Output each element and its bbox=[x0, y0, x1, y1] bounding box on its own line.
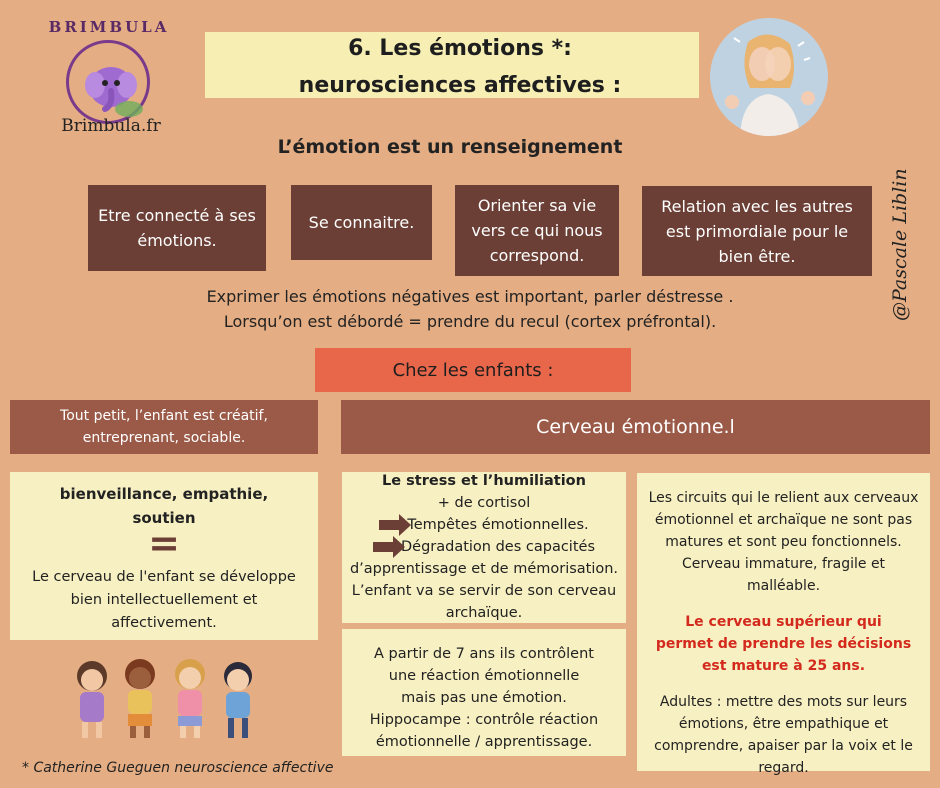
logo-wordmark: BRIMBULA bbox=[48, 18, 170, 36]
stress-box bbox=[342, 472, 626, 623]
logo-url: Brimbula.fr bbox=[61, 116, 161, 136]
stress-line-degradation: Dégradation des capacités bbox=[400, 539, 595, 555]
brain-maturity-box bbox=[637, 473, 930, 776]
page-title bbox=[250, 30, 670, 104]
arrow-right-icon bbox=[373, 542, 395, 552]
equals-sign: = bbox=[148, 521, 180, 565]
card-orient-life: Orienter sa vie vers ce qui nous correspond. bbox=[455, 185, 619, 276]
card-relationships: Relation avec les autres est primordiale pour le bien être. bbox=[642, 186, 872, 276]
age-line-1: A partir de 7 ans ils contrôlent bbox=[374, 646, 594, 662]
stress-line-archaic: L’enfant va se servir de son cerveau archaïque. bbox=[351, 583, 617, 621]
age-line-2: une réaction émotionnelle bbox=[388, 668, 580, 684]
section-subtitle: L’émotion est un renseignement bbox=[277, 136, 623, 158]
summary-line-2: Lorsqu’on est débordé = prendre du recul (cortex préfrontal). bbox=[223, 312, 717, 331]
stress-title: Le stress et l’humiliation bbox=[382, 473, 586, 489]
woman-emotions-illustration bbox=[710, 18, 828, 136]
kindness-title: bienveillance, empathie, soutien bbox=[59, 485, 269, 527]
age-seven-box bbox=[342, 629, 626, 756]
toddler-info: Tout petit, l’enfant est créatif, entreprenant, sociable. bbox=[10, 400, 318, 454]
children-heading: Chez les enfants : bbox=[315, 348, 631, 392]
children-illustration bbox=[68, 656, 268, 742]
stress-line-learning: d’apprentissage et de mémorisation. bbox=[349, 561, 619, 577]
age-line-4: Hippocampe : contrôle réaction émotionnelle / apprentissage. bbox=[369, 712, 599, 750]
adults-paragraph: Adultes : mettre des mots sur leurs émotions, être empathique et comprendre, apaiser par la voix et le regard. bbox=[654, 694, 913, 776]
summary-line-1: Exprimer les émotions négatives est important, parler déstresse . bbox=[206, 287, 734, 306]
brain-heading: Cerveau émotionne.l bbox=[341, 400, 930, 454]
age-line-3: mais pas une émotion. bbox=[401, 690, 567, 706]
card-connected: Etre connecté à ses émotions. bbox=[88, 185, 266, 271]
card-know-yourself: Se connaitre. bbox=[291, 185, 432, 260]
kindness-result: Le cerveau de l'enfant se développe bien intellectuellement et affectivement. bbox=[32, 569, 296, 631]
author-credit-text: @Pascale Liblin bbox=[889, 168, 911, 321]
title-line-1: 6. Les émotions *: bbox=[348, 36, 572, 61]
arrow-right-icon bbox=[379, 520, 401, 530]
title-line-2: neurosciences affectives : bbox=[298, 73, 622, 98]
stress-line-storms: Tempêtes émotionnelles. bbox=[407, 517, 589, 533]
stress-line-cortisol: + de cortisol bbox=[437, 495, 531, 511]
summary-paragraph bbox=[120, 284, 820, 334]
maturity-paragraph: Le cerveau supérieur qui permet de prendre les décisions est mature à 25 ans. bbox=[655, 614, 912, 674]
elephant-logo-icon bbox=[66, 40, 150, 124]
footnote: * Catherine Gueguen neuroscience affective bbox=[22, 760, 334, 776]
kindness-box bbox=[10, 472, 318, 640]
author-credit bbox=[880, 150, 920, 330]
circuits-paragraph: Les circuits qui le relient aux cerveaux émotionnel et archaïque ne sont pas matures et sont peu fonctionnels. Cerveau immature, fragile et malléable. bbox=[648, 490, 919, 594]
